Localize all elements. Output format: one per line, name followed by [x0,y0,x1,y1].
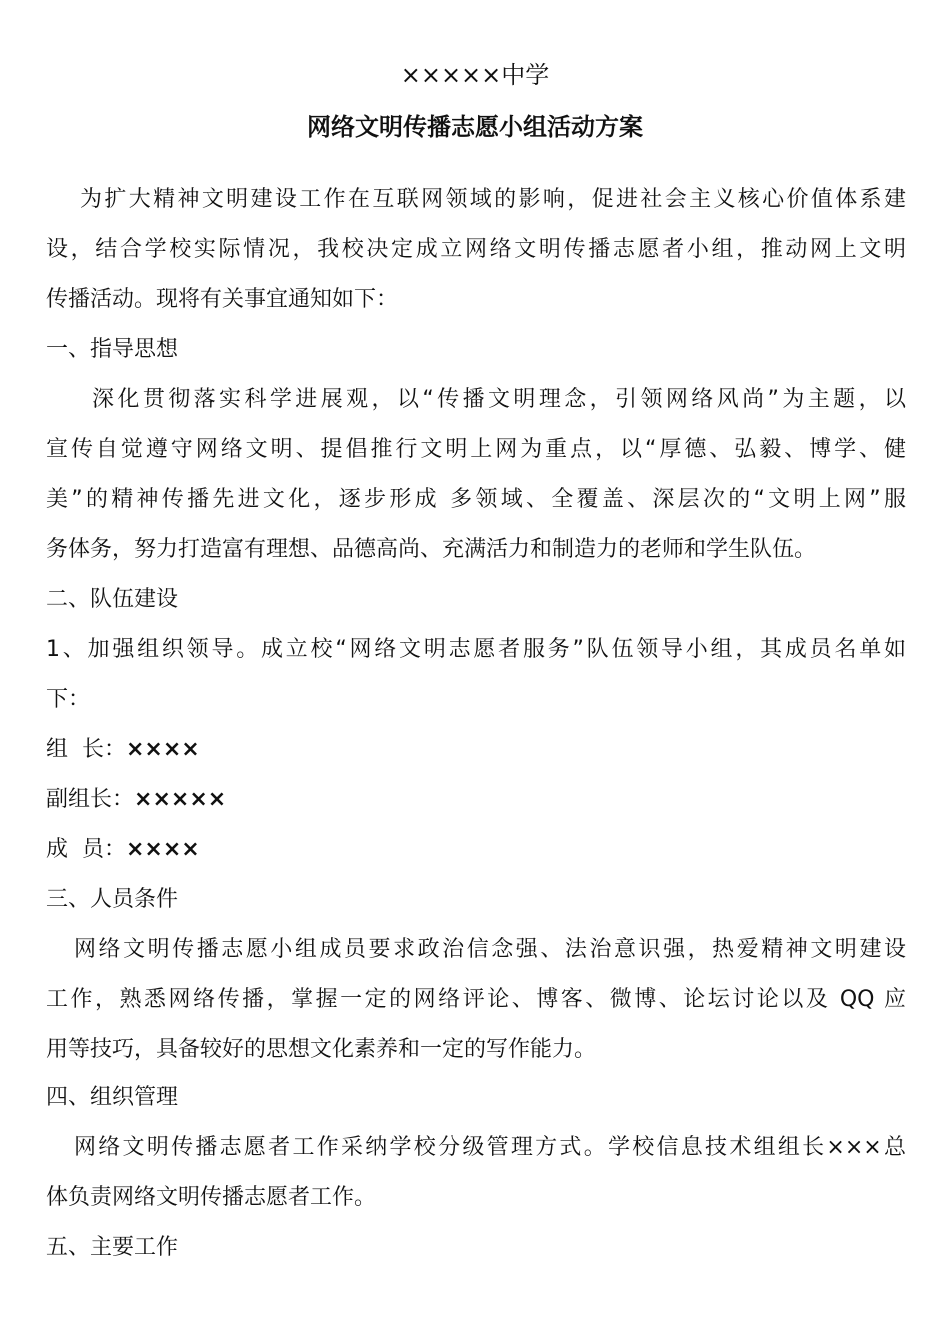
section3-line-1: 网络文明传播志愿小组成员要求政治信念强、法治意识强，热爱精神文明建设 [74,937,906,962]
section-heading-3: 三、人员条件 [46,887,179,912]
section3-line-2: 工作，熟悉网络传播，掌握一定的网络评论、博客、微博、论坛讨论以及 QQ 应 [46,987,906,1012]
section1-line-2: 宣传自觉遵守网络文明、提倡推行文明上网为重点，以“厚德、弘毅、博学、健 [46,437,906,462]
section1-line-4: 务体务，努力打造富有理想、品德高尚、充满活力和制造力的老师和学生队伍。 [46,537,817,562]
member-label: 成 员： [46,837,126,862]
member-row [46,835,906,865]
section2-item1-line-2: 下： [46,687,91,712]
section1-line-1: 深化贯彻落实科学进展观，以“传播文明理念，引领网络风尚”为主题，以 [92,387,906,412]
section-heading-1: 一、指导思想 [46,337,179,362]
intro-line-1: 为扩大精神文明建设工作在互联网领域的影响，促进社会主义核心价值体系建 [80,187,906,212]
intro-line-3: 传播活动。现将有关事宜通知如下： [46,287,399,312]
section-heading-2: 二、队伍建设 [46,587,179,612]
school-name: ×××××中学 [400,61,550,89]
section4-line-2: 体负责网络文明传播志愿者工作。 [46,1185,377,1210]
intro-line-2: 设，结合学校实际情况，我校决定成立网络文明传播志愿者小组，推动网上文明 [46,237,906,262]
section1-line-3: 美”的精神传播先进文化，逐步形成 多领域、全覆盖、深层次的“文明上网”服 [46,487,906,512]
deputy-value: ××××× [134,787,227,812]
deputy-label: 副组长： [46,787,135,812]
deputy-row [46,785,906,815]
leader-label: 组 长： [46,737,126,762]
section2-item1-line-1: 1、加强组织领导。成立校“网络文明志愿者服务”队伍领导小组，其成员名单如 [46,637,906,662]
section4-line-1: 网络文明传播志愿者工作采纳学校分级管理方式。学校信息技术组组长×××总 [74,1135,906,1160]
section-heading-4: 四、组织管理 [46,1085,179,1110]
leader-row [46,735,906,765]
section-heading-5: 五、主要工作 [46,1235,179,1260]
leader-value: ×××× [126,737,200,762]
section3-line-3: 用等技巧，具备较好的思想文化素养和一定的写作能力。 [46,1037,597,1062]
member-value: ×××× [126,837,200,862]
document-title: 网络文明传播志愿小组活动方案 [307,113,643,141]
